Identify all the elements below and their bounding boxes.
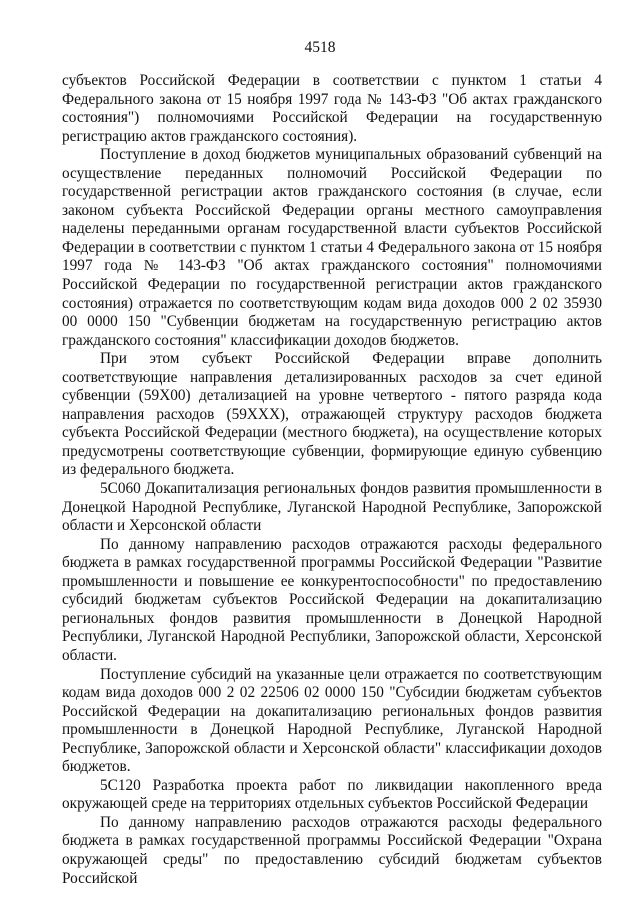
heading-5c120: 5С120 Разработка проекта работ по ликвидации накопленного вреда окружающей среде на территориях отдельных субъектов Российской Федерации: [62, 776, 602, 813]
paragraph-5c060-expenses: По данному направлению расходов отражаются расходы федерального бюджета в рамках государственной программы Российской Федерации "Развитие промышленности и повышение ее конкурентоспособности" по предоставлению субсидий бюджетам субъектов Российской Федерации на докапитализацию региональных фондов развития промышленности в Донецкой Народной Республики, Луганской Народной Республики, Запорожской области, Херсонской области.: [62, 535, 602, 664]
document-body: [62, 72, 602, 888]
paragraph-continuation: субъектов Российской Федерации в соответствии с пунктом 1 статьи 4 Федерального закона от 15 ноября 1997 года № 143-ФЗ "Об актах гражданского состояния") полномочиями Российской Федерации на государственную регистрацию актов гражданского состояния).: [62, 72, 602, 145]
page-number: 4518: [304, 39, 336, 56]
heading-5c060: 5С060 Докапитализация региональных фондов развития промышленности в Донецкой Народной Республике, Луганской Народной Республике, Запорожской области и Херсонской области: [62, 480, 602, 535]
paragraph-detailing-rights: При этом субъект Российской Федерации вправе дополнить соответствующие направления детализированных расходов за счет единой субвенции (59Х00) детализацией на уровне четвертого - пятого разряда кода направления расходов (59ХХХ), отражающей структуру расходов бюджета субъекта Российской Федерации (местного бюджета), на осуществление которых предусмотрены соответствующие субвенции, формирующие единую субвенцию из федерального бюджета.: [62, 350, 602, 479]
paragraph-subvention-income: Поступление в доход бюджетов муниципальных образований субвенций на осуществление переданных полномочий Российской Федерации по государственной регистрации актов гражданского состояния (в случае, если законом субъекта Российской Федерации органы местного самоуправления наделены переданными органам государственной власти субъектов Российской Федерации в соответствии с пунктом 1 статьи 4 Федерального закона от 15 ноября 1997 года № 143-ФЗ "Об актах гражданского состояния" полномочиями Российской Федерации по государственной регистрации актов гражданского состояния) отражается по соответствующим кодам вида доходов 000 2 02 35930 00 0000 150 "Субвенции бюджетам на государственную регистрацию актов гражданского состояния" классификации доходов бюджетов.: [62, 146, 602, 349]
paragraph-5c120-expenses: По данному направлению расходов отражаются расходы федерального бюджета в рамках государственной программы Российской Федерации "Охрана окружающей среды" по предоставлению субсидий бюджетам субъектов Российской: [62, 813, 602, 887]
paragraph-5c060-income: Поступление субсидий на указанные цели отражается по соответствующим кодам вида доходов 000 2 02 22506 02 0000 150 "Субсидии бюджетам субъектов Российской Федерации на докапитализацию региональных фондов развития промышленности в Донецкой Народной Республике, Луганской Народной Республике, Запорожской области и Херсонской области" классификации доходов бюджетов.: [62, 665, 602, 776]
